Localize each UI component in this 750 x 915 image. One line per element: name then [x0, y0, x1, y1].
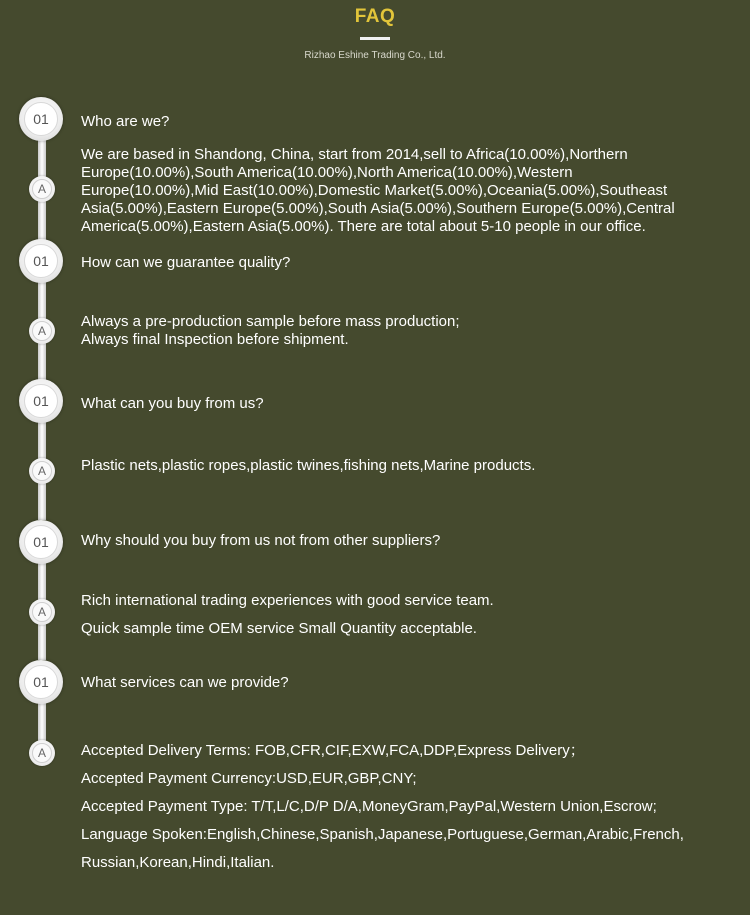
answer-line: Russian,Korean,Hindi,Italian. — [81, 854, 275, 871]
answer-text — [81, 146, 741, 236]
question-text: Why should you buy from us not from other suppliers? — [81, 532, 441, 549]
question-number-badge — [19, 379, 63, 423]
answer-letter: A — [32, 602, 52, 622]
answer-badge — [29, 458, 55, 484]
question-number: 01 — [24, 525, 58, 559]
question-number-badge — [19, 97, 63, 141]
question-number: 01 — [24, 244, 58, 278]
title-underline — [360, 37, 390, 40]
answer-text — [81, 587, 741, 643]
answer-text — [81, 737, 741, 877]
question-text: What can you buy from us? — [81, 395, 264, 412]
answer-line: We are based in Shandong, China, start from 2014,sell to Africa(10.00%),Northern — [81, 146, 628, 163]
answer-text — [81, 313, 741, 349]
answer-text — [81, 457, 741, 475]
answer-line: Plastic nets,plastic ropes,plastic twines,fishing nets,Marine products. — [81, 457, 536, 474]
question-number: 01 — [24, 665, 58, 699]
answer-line: Quick sample time OEM service Small Quantity acceptable. — [81, 620, 477, 637]
answer-badge — [29, 176, 55, 202]
answer-line: Always final Inspection before shipment. — [81, 331, 349, 348]
answer-letter: A — [32, 461, 52, 481]
question-number: 01 — [24, 384, 58, 418]
answer-letter: A — [32, 743, 52, 763]
question-number: 01 — [24, 102, 58, 136]
answer-line: Always a pre-production sample before mass production; — [81, 313, 460, 330]
question-number-badge — [19, 660, 63, 704]
page-title: FAQ — [354, 6, 396, 27]
answer-line: Rich international trading experiences with good service team. — [81, 592, 494, 609]
answer-line: America(5.00%),Eastern Asia(5.00%). There are total about 5-10 people in our office. — [81, 218, 646, 235]
timeline-line — [38, 700, 46, 745]
answer-badge — [29, 740, 55, 766]
question-number-badge — [19, 520, 63, 564]
answer-badge — [29, 599, 55, 625]
answer-line: Language Spoken:English,Chinese,Spanish,Japanese,Portuguese,German,Arabic,French, — [81, 826, 684, 843]
question-text: Who are we? — [81, 113, 170, 130]
question-number-badge — [19, 239, 63, 283]
answer-line: Accepted Delivery Terms: FOB,CFR,CIF,EXW,FCA,DDP,Express Delivery； — [81, 742, 585, 759]
question-text: What services can we provide? — [81, 674, 289, 691]
answer-line: Accepted Payment Currency:USD,EUR,GBP,CNY; — [81, 770, 417, 787]
question-text: How can we guarantee quality? — [81, 254, 291, 271]
answer-badge — [29, 318, 55, 344]
company-name: Rizhao Eshine Trading Co., Ltd. — [304, 50, 446, 61]
answer-letter: A — [32, 321, 52, 341]
answer-line: Europe(10.00%),South America(10.00%),North America(10.00%),Western — [81, 164, 573, 181]
answer-line: Europe(10.00%),Mid East(10.00%),Domestic Market(5.00%),Oceania(5.00%),Southeast — [81, 182, 668, 199]
faq-header — [0, 0, 750, 70]
answer-line: Accepted Payment Type: T/T,L/C,D/P D/A,MoneyGram,PayPal,Western Union,Escrow; — [81, 798, 657, 815]
answer-letter: A — [32, 179, 52, 199]
answer-line: Asia(5.00%),Eastern Europe(5.00%),South Asia(5.00%),Southern Europe(5.00%),Central — [81, 200, 675, 217]
